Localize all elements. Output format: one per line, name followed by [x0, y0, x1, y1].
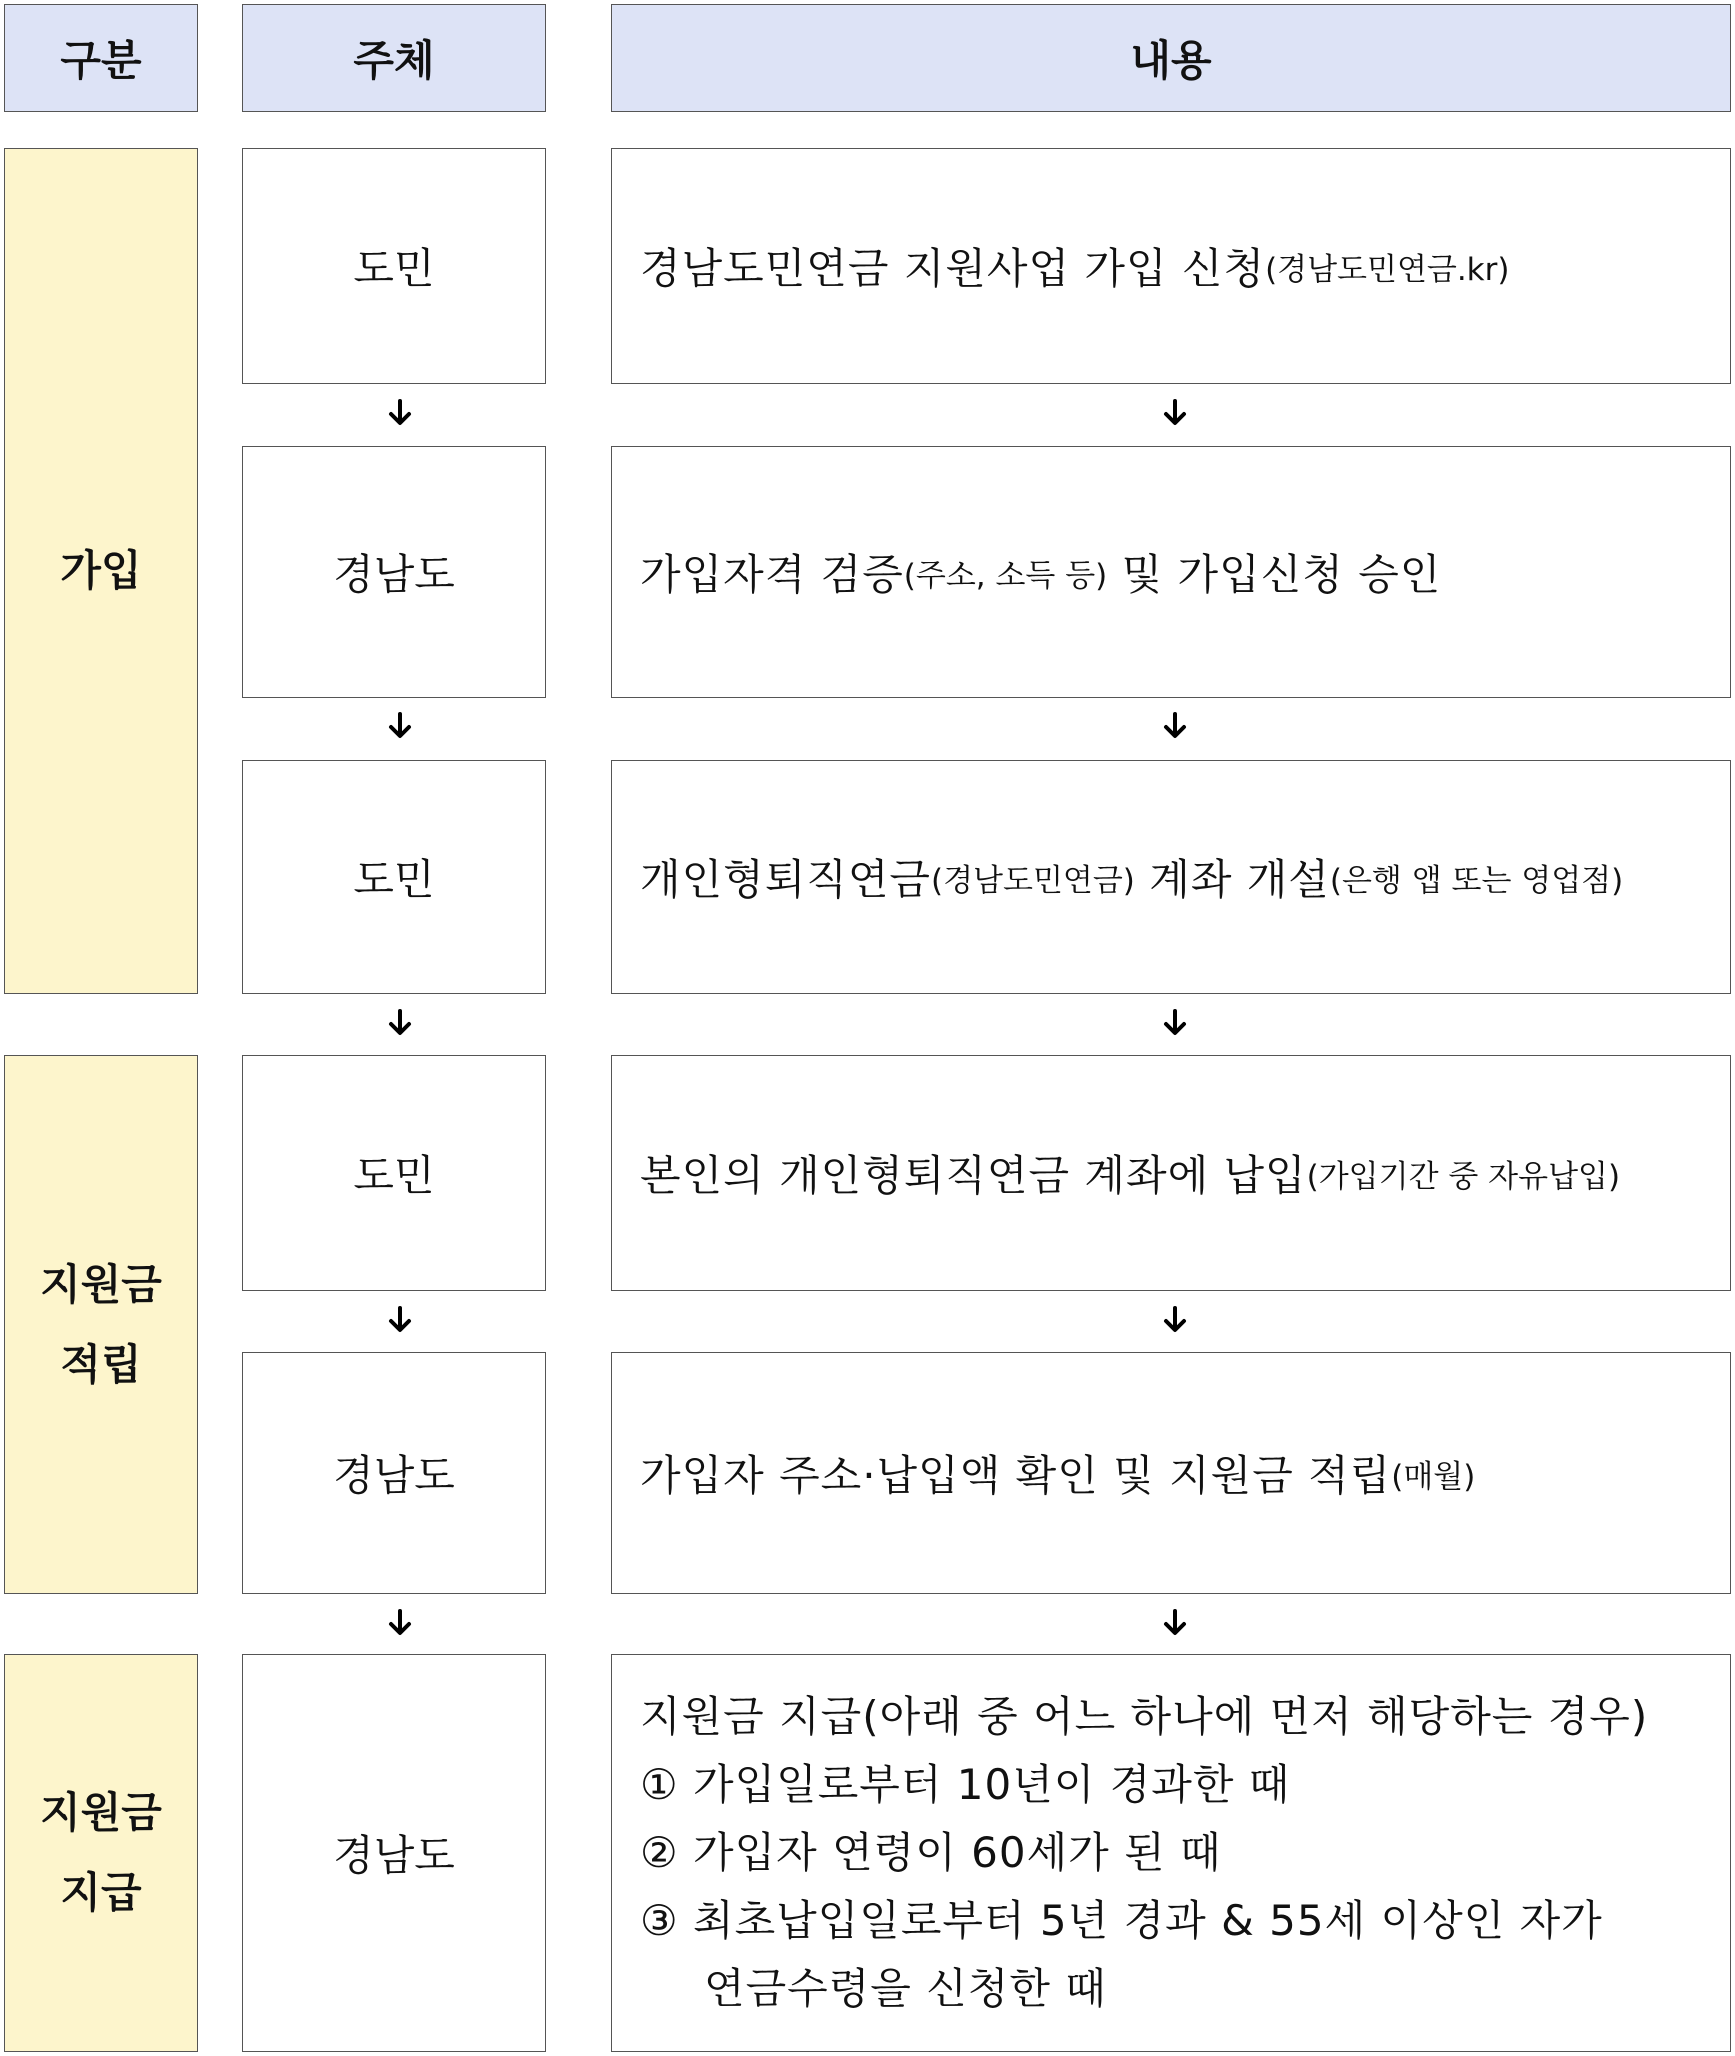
header-actor [242, 4, 546, 112]
arrow-down-icon [1160, 1608, 1190, 1638]
category-payout-label-1: 지원금 [40, 1788, 162, 1838]
content-box-1 [611, 148, 1731, 384]
content-box-3 [611, 760, 1731, 994]
actor-label-3: 도민 [353, 855, 435, 904]
arrow-down-icon [385, 711, 415, 741]
arrow-down-icon [1160, 711, 1190, 741]
actor-box-1 [242, 148, 546, 384]
category-accumulate [4, 1055, 198, 1594]
content-note-4: (가입기간 중 자유납입) [1306, 1158, 1621, 1195]
content-text-4: 본인의 개인형퇴직연금 계좌에 납입 [640, 1151, 1307, 1200]
arrow-down-icon [1160, 1305, 1190, 1335]
header-content [611, 4, 1731, 112]
content-box-5 [611, 1352, 1731, 1594]
content-text-2b: 및 가입신청 승인 [1107, 550, 1442, 599]
content-box-4 [611, 1055, 1731, 1291]
arrow-down-icon [1160, 398, 1190, 428]
actor-label-1: 도민 [353, 244, 435, 293]
content-note-3: (경남도민연금) [931, 862, 1135, 899]
header-content-label: 내용 [1130, 36, 1212, 85]
category-accumulate-label-2: 적립 [60, 1339, 142, 1389]
actor-box-5 [242, 1352, 546, 1594]
content-box-2 [611, 446, 1731, 698]
category-accumulate-label-1: 지원금 [40, 1259, 162, 1309]
arrow-down-icon [385, 1608, 415, 1638]
actor-box-2 [242, 446, 546, 698]
category-join-label: 가입 [60, 546, 142, 596]
arrow-down-icon [385, 1008, 415, 1038]
content-text-3: 개인형퇴직연금 [640, 855, 932, 904]
category-payout [4, 1654, 198, 2052]
content-text-3b: 계좌 개설 [1134, 855, 1330, 904]
header-category [4, 4, 198, 112]
content-note-5: (매월) [1391, 1458, 1476, 1495]
category-payout-label-2: 지급 [60, 1868, 142, 1917]
arrow-down-icon [385, 1305, 415, 1335]
actor-label-5: 경남도 [333, 1451, 455, 1500]
payout-condition-title: 지원금 지급(아래 중 어느 하나에 먼저 해당하는 경우) [640, 1691, 1649, 1741]
category-join [4, 148, 198, 994]
actor-label-6: 경남도 [333, 1831, 455, 1880]
header-actor-label: 주체 [353, 36, 435, 85]
payout-condition-3: ③ 최초납입일로부터 5년 경과 & 55세 이상인 자가 [640, 1896, 1603, 1946]
actor-label-2: 경남도 [333, 550, 455, 599]
content-note-3b: (은행 앱 또는 영업점) [1329, 862, 1624, 899]
actor-box-6 [242, 1654, 546, 2052]
actor-box-4 [242, 1055, 546, 1291]
payout-condition-3-cont: 연금수령을 신청한 때 [704, 1964, 1107, 2014]
content-text-2: 가입자격 검증 [640, 550, 904, 599]
arrow-down-icon [385, 398, 415, 428]
content-text-1: 경남도민연금 지원사업 가입 신청 [640, 244, 1266, 293]
content-box-6 [611, 1654, 1731, 2052]
actor-box-3 [242, 760, 546, 994]
content-text-5: 가입자 주소·납입액 확인 및 지원금 적립 [640, 1451, 1392, 1500]
payout-condition-2: ② 가입자 연령이 60세가 된 때 [640, 1827, 1222, 1877]
payout-condition-1: ① 가입일로부터 10년이 경과한 때 [640, 1759, 1291, 1809]
actor-label-4: 도민 [353, 1151, 435, 1200]
content-note-2: (주소, 소득 등) [903, 557, 1108, 594]
header-category-label: 구분 [60, 36, 142, 85]
arrow-down-icon [1160, 1008, 1190, 1038]
content-note-1: (경남도민연금.kr) [1265, 251, 1510, 288]
